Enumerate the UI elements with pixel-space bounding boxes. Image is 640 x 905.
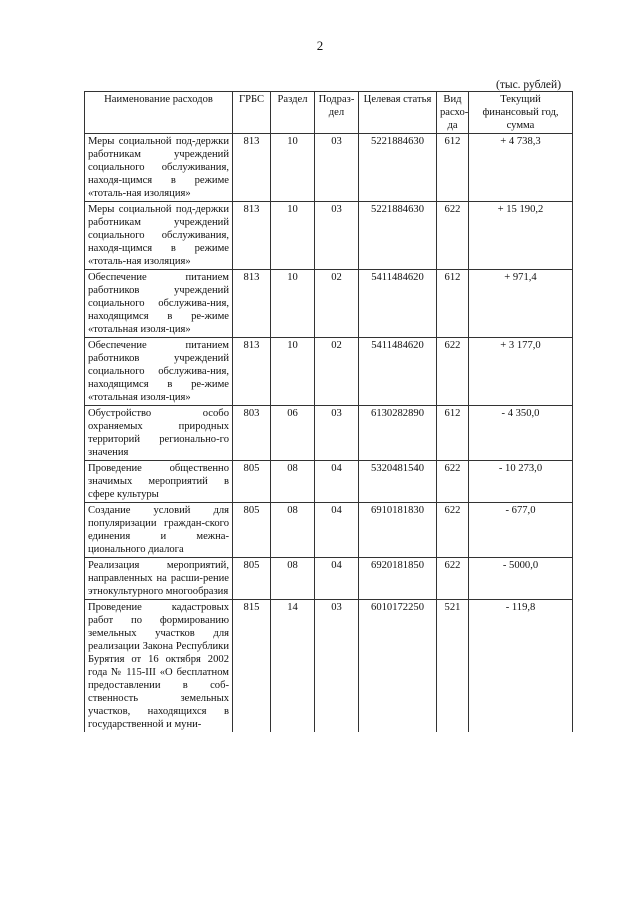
cell-type: 521: [437, 600, 469, 733]
cell-section: 10: [271, 202, 315, 270]
cell-grbs: 803: [233, 406, 271, 461]
cell-sum: - 4 350,0: [469, 406, 573, 461]
cell-target: 6010172250: [359, 600, 437, 733]
unit-label: (тыс. рублей): [496, 79, 562, 91]
cell-section: 08: [271, 461, 315, 503]
cell-subsection: 03: [315, 134, 359, 202]
header-type: Вид расхо-да: [437, 92, 469, 134]
cell-name: Обеспечение питанием работников учреждений социального обслужива-ния, находящимся в ре-жиме «тотальная изоля-ция»: [85, 338, 233, 406]
table-row: [85, 338, 573, 406]
cell-type: 612: [437, 406, 469, 461]
cell-type: 622: [437, 202, 469, 270]
cell-name: Обустройство особо охраняемых природных территорий регионально-го значения: [85, 406, 233, 461]
table-row: [85, 134, 573, 202]
table-row: [85, 461, 573, 503]
cell-subsection: 02: [315, 270, 359, 338]
budget-table: [84, 91, 573, 732]
cell-type: 622: [437, 461, 469, 503]
header-name: Наименование расходов: [85, 92, 233, 134]
cell-name: Меры социальной под-держки работникам учреждений социального обслуживания, находя-щимся в режиме «тоталь-ная изоляция»: [85, 202, 233, 270]
cell-subsection: 03: [315, 600, 359, 733]
cell-type: 612: [437, 270, 469, 338]
cell-grbs: 805: [233, 461, 271, 503]
page-number: 2: [316, 38, 324, 53]
header-target: Целевая статья: [359, 92, 437, 134]
header-row: [85, 92, 573, 134]
cell-section: 10: [271, 338, 315, 406]
cell-name: Обеспечение питанием работников учреждений социального обслужива-ния, находящимся в ре-жиме «тотальная изоля-ция»: [85, 270, 233, 338]
header-sum: Текущий финансовый год, сумма: [469, 92, 573, 134]
cell-section: 08: [271, 503, 315, 558]
cell-type: 622: [437, 338, 469, 406]
cell-subsection: 02: [315, 338, 359, 406]
cell-name: Проведение общественно значимых мероприятий в сфере культуры: [85, 461, 233, 503]
cell-section: 10: [271, 270, 315, 338]
cell-sum: + 3 177,0: [469, 338, 573, 406]
cell-type: 612: [437, 134, 469, 202]
table-row: [85, 503, 573, 558]
cell-grbs: 815: [233, 600, 271, 733]
cell-type: 622: [437, 558, 469, 600]
cell-name: Реализация мероприятий, направленных на расши-рение этнокультурного многообразия: [85, 558, 233, 600]
cell-sum: + 4 738,3: [469, 134, 573, 202]
cell-target: 5411484620: [359, 338, 437, 406]
table-row: [85, 270, 573, 338]
table-row: [85, 406, 573, 461]
cell-subsection: 03: [315, 406, 359, 461]
cell-target: 6920181850: [359, 558, 437, 600]
cell-sum: - 119,8: [469, 600, 573, 733]
cell-subsection: 04: [315, 503, 359, 558]
cell-target: 5320481540: [359, 461, 437, 503]
cell-target: 5411484620: [359, 270, 437, 338]
header-grbs: ГРБС: [233, 92, 271, 134]
cell-target: 5221884630: [359, 134, 437, 202]
cell-sum: + 971,4: [469, 270, 573, 338]
cell-section: 14: [271, 600, 315, 733]
cell-section: 06: [271, 406, 315, 461]
cell-sum: - 5000,0: [469, 558, 573, 600]
cell-target: 5221884630: [359, 202, 437, 270]
cell-section: 08: [271, 558, 315, 600]
cell-name: Проведение кадастровых работ по формированию земельных участков для реализации Закона Республики Бурятия от 16 октября 2002 года № 115-III «О бесплатном предоставлении в соб-ственность земельных участков, находящихся в государственной и муни-: [85, 600, 233, 733]
cell-target: 6910181830: [359, 503, 437, 558]
header-subsection: Подраз-дел: [315, 92, 359, 134]
cell-target: 6130282890: [359, 406, 437, 461]
cell-subsection: 04: [315, 558, 359, 600]
cell-sum: - 677,0: [469, 503, 573, 558]
cell-grbs: 805: [233, 503, 271, 558]
cell-section: 10: [271, 134, 315, 202]
table-row: [85, 558, 573, 600]
cell-name: Меры социальной под-держки работникам учреждений социального обслуживания, находя-щимся в режиме «тоталь-ная изоляция»: [85, 134, 233, 202]
cell-grbs: 805: [233, 558, 271, 600]
cell-grbs: 813: [233, 338, 271, 406]
table-row: [85, 202, 573, 270]
cell-grbs: 813: [233, 134, 271, 202]
header-section: Раздел: [271, 92, 315, 134]
cell-name: Создание условий для популяризации граждан-ского единения и межна-ционального диалога: [85, 503, 233, 558]
cell-sum: + 15 190,2: [469, 202, 573, 270]
cell-grbs: 813: [233, 202, 271, 270]
cell-grbs: 813: [233, 270, 271, 338]
cell-sum: - 10 273,0: [469, 461, 573, 503]
cell-subsection: 03: [315, 202, 359, 270]
table-row: [85, 600, 573, 733]
cell-type: 622: [437, 503, 469, 558]
cell-subsection: 04: [315, 461, 359, 503]
